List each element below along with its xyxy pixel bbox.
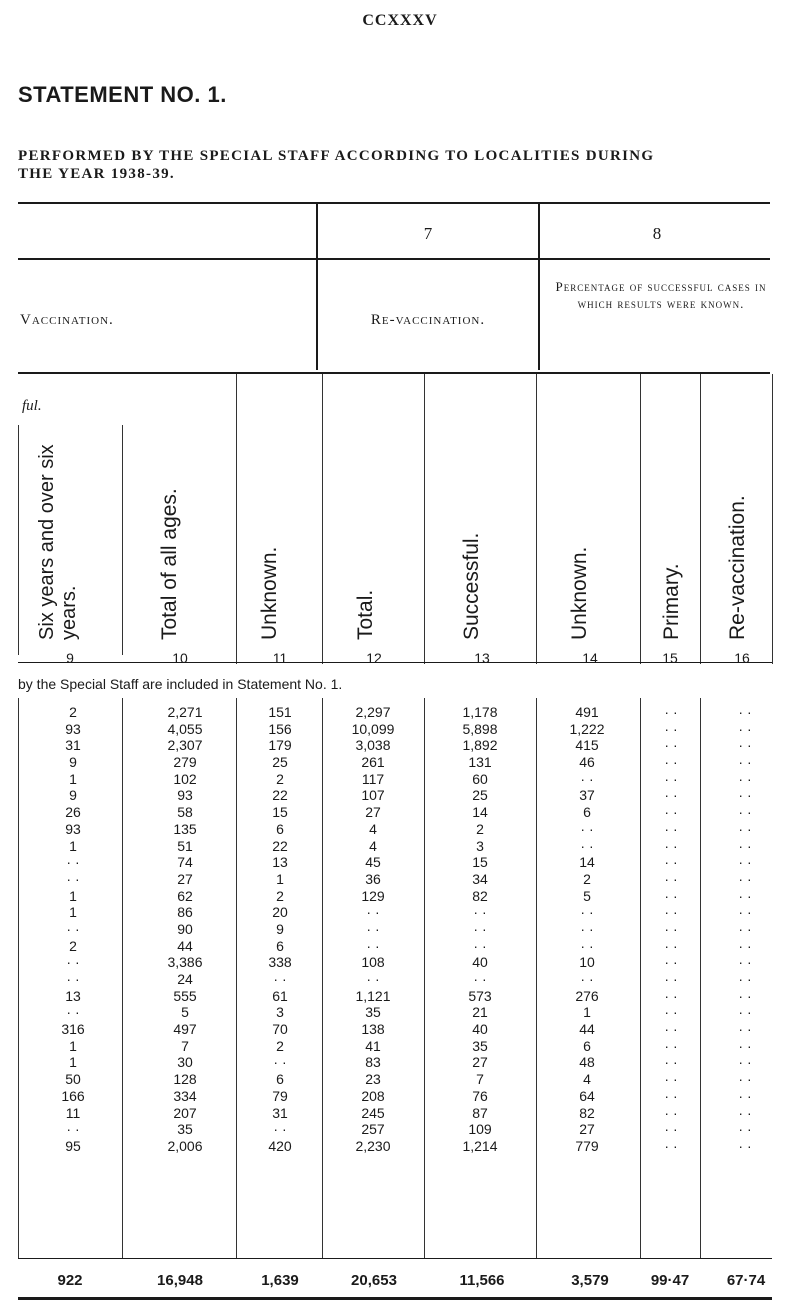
table-cell: 90 (177, 920, 193, 937)
table-cell: · · (664, 971, 678, 987)
table-cell: 31 (65, 737, 81, 754)
table-cell: · · (580, 937, 594, 954)
table-cell: · · (738, 1121, 752, 1138)
col-label-16: Re-vaccination. (726, 495, 749, 640)
table-cell: 208 (361, 1087, 385, 1104)
table-cell: 27 (472, 1054, 488, 1071)
table-cell: · · (273, 1121, 287, 1138)
table-cell: 36 (365, 870, 381, 887)
table-cell: 93 (65, 820, 81, 837)
table-cell: · · (664, 737, 678, 754)
group-number-rule (18, 258, 770, 260)
col-label-15: Primary. (660, 563, 683, 640)
table-cell: 6 (276, 820, 284, 837)
percentage-header: Percentage of successful cases in which results were known. (555, 279, 767, 311)
table-row (0, 871, 800, 888)
table-cell: 25 (272, 754, 288, 771)
totals-rule (18, 1258, 772, 1259)
table-cell: 14 (579, 854, 595, 871)
table-cell: 573 (468, 987, 492, 1004)
col-label-10: Total of all ages. (158, 488, 181, 640)
table-cell: 131 (468, 754, 492, 771)
table-cell: · · (738, 787, 752, 804)
col-divider-13 (536, 374, 537, 664)
table-cell: · · (366, 971, 380, 987)
table-cell: · · (664, 804, 678, 821)
table-cell: · · (738, 1004, 752, 1021)
table-cell: 4 (369, 837, 377, 854)
table-row (0, 1088, 800, 1105)
revaccination-header: Re-vaccination. (370, 312, 486, 328)
group-divider-right (538, 204, 540, 370)
table-cell: 415 (575, 737, 599, 754)
table-cell: 62 (177, 887, 193, 904)
table-cell: · · (580, 770, 594, 787)
table-cell: 151 (268, 704, 292, 720)
table-cell: 61 (272, 987, 288, 1004)
table-cell: 261 (361, 754, 385, 771)
table-cell: 86 (177, 904, 193, 921)
col-num-16: 16 (734, 650, 750, 666)
table-cell: 31 (272, 1104, 288, 1121)
table-cell: 93 (65, 720, 81, 737)
table-cell: 22 (272, 787, 288, 804)
page-number: CCXXXV (362, 12, 438, 29)
total-col-16: 67·74 (726, 1272, 766, 1289)
table-cell: · · (473, 937, 487, 954)
total-col-11: 1,639 (261, 1272, 299, 1289)
table-cell: 129 (361, 887, 385, 904)
table-cell: 779 (575, 1137, 599, 1154)
col-label-11: Unknown. (258, 546, 281, 640)
table-cell: · · (738, 870, 752, 887)
table-cell: · · (273, 971, 287, 987)
table-cell: 13 (272, 854, 288, 871)
group-header-rule (18, 372, 770, 374)
table-cell: 1 (69, 904, 77, 921)
table-cell: · · (664, 887, 678, 904)
table-cell: · · (738, 754, 752, 771)
table-cell: · · (664, 1054, 678, 1071)
col-divider-start (18, 425, 19, 655)
table-cell: · · (738, 1037, 752, 1054)
table-row (0, 904, 800, 921)
statement-title: STATEMENT NO. 1. (18, 82, 227, 107)
table-cell: 5,898 (462, 720, 498, 737)
table-cell: 1 (69, 837, 77, 854)
table-cell: · · (738, 954, 752, 971)
table-cell: 15 (472, 854, 488, 871)
table-cell: 2,230 (355, 1137, 391, 1154)
table-cell: 10 (579, 954, 595, 971)
table-cell: 35 (472, 1037, 488, 1054)
table-cell: 3,386 (167, 954, 203, 971)
table-cell: · · (664, 754, 678, 771)
table-cell: 4 (369, 820, 377, 837)
col-num-12: 12 (366, 650, 382, 666)
table-row (0, 821, 800, 838)
table-cell: 93 (177, 787, 193, 804)
table-cell: · · (738, 920, 752, 937)
table-cell: 2 (583, 870, 591, 887)
table-cell: · · (366, 904, 380, 921)
table-cell: 27 (579, 1121, 595, 1138)
total-col-12: 20,653 (351, 1272, 397, 1289)
col-divider-15 (700, 374, 701, 664)
table-cell: 1 (583, 1004, 591, 1021)
table-cell: 1,222 (569, 720, 605, 737)
table-row (0, 854, 800, 871)
table-cell: 2 (276, 1037, 284, 1054)
table-cell: · · (738, 937, 752, 954)
table-cell: 420 (268, 1137, 292, 1154)
table-cell: 40 (472, 954, 488, 971)
table-cell: 316 (61, 1021, 85, 1038)
table-cell: · · (664, 954, 678, 971)
table-cell: 25 (472, 787, 488, 804)
table-cell: · · (66, 854, 80, 871)
table-cell: 46 (579, 754, 595, 771)
table-cell: 109 (468, 1121, 492, 1138)
table-cell: · · (664, 937, 678, 954)
table-cell: 555 (173, 987, 197, 1004)
table-cell: · · (738, 820, 752, 837)
table-row (0, 1038, 800, 1055)
table-row (0, 771, 800, 788)
table-row (0, 1071, 800, 1088)
table-row (0, 921, 800, 938)
table-cell: 166 (61, 1087, 85, 1104)
table-cell: 48 (579, 1054, 595, 1071)
table-cell: · · (580, 820, 594, 837)
table-cell: · · (66, 920, 80, 937)
table-cell: 7 (476, 1071, 484, 1088)
table-row (0, 1121, 800, 1138)
table-cell: 6 (276, 1071, 284, 1088)
col-divider-14 (640, 374, 641, 664)
table-cell: · · (580, 904, 594, 921)
data-table-body (0, 704, 800, 1155)
table-cell: 5 (583, 887, 591, 904)
table-cell: 37 (579, 787, 595, 804)
table-cell: · · (738, 770, 752, 787)
table-cell: 10,099 (351, 720, 395, 737)
table-cell: 1,892 (462, 737, 498, 754)
table-cell: 51 (177, 837, 193, 854)
table-cell: 27 (365, 804, 381, 821)
bottom-rule (18, 1297, 772, 1300)
table-cell: 108 (361, 954, 385, 971)
table-cell: · · (664, 920, 678, 937)
col-label-9: Six years and over six years. (36, 444, 80, 640)
table-cell: · · (664, 1021, 678, 1038)
table-cell: 82 (472, 887, 488, 904)
statement-subtitle-line1: PERFORMED BY THE SPECIAL STAFF ACCORDING TO LOCALITIES DURING (18, 148, 655, 164)
table-row (0, 938, 800, 955)
table-row (0, 1004, 800, 1021)
table-cell: · · (66, 1004, 80, 1021)
table-cell: 128 (173, 1071, 197, 1088)
col-num-14: 14 (582, 650, 598, 666)
table-cell: 1 (69, 887, 77, 904)
col-divider-9 (122, 425, 123, 655)
table-cell: 3 (276, 1004, 284, 1021)
table-cell: 26 (65, 804, 81, 821)
table-cell: · · (664, 704, 678, 720)
table-cell: 207 (173, 1104, 197, 1121)
table-cell: · · (664, 1137, 678, 1154)
footnote-special-staff: by the Special Staff are included in Statement No. 1. (18, 676, 343, 692)
total-col-14: 3,579 (571, 1272, 609, 1289)
total-col-9: 922 (57, 1272, 83, 1289)
table-cell: · · (738, 904, 752, 921)
group-divider-left (316, 204, 318, 370)
table-cell: · · (664, 1087, 678, 1104)
table-cell: · · (273, 1054, 287, 1071)
col-num-10: 10 (172, 650, 188, 666)
table-cell: 2,271 (167, 704, 203, 720)
table-cell: 2 (276, 887, 284, 904)
table-cell: 4 (583, 1071, 591, 1088)
col-divider-12 (424, 374, 425, 664)
table-cell: 257 (361, 1121, 385, 1138)
table-cell: · · (738, 1137, 752, 1154)
table-cell: 40 (472, 1021, 488, 1038)
table-cell: · · (738, 720, 752, 737)
table-cell: 334 (173, 1087, 197, 1104)
table-cell: 15 (272, 804, 288, 821)
table-cell: 13 (65, 987, 81, 1004)
table-cell: · · (473, 904, 487, 921)
total-col-10: 16,948 (157, 1272, 203, 1289)
table-cell: 50 (65, 1071, 81, 1088)
table-cell: · · (664, 1037, 678, 1054)
top-rule (18, 202, 770, 204)
table-cell: 27 (177, 870, 193, 887)
col-divider-16 (772, 374, 773, 664)
table-cell: 245 (361, 1104, 385, 1121)
table-cell: 102 (173, 770, 197, 787)
table-cell: · · (664, 720, 678, 737)
table-cell: 22 (272, 837, 288, 854)
col-num-11: 11 (272, 650, 288, 666)
table-cell: 156 (268, 720, 292, 737)
col-label-13: Successful. (460, 532, 483, 640)
table-cell: 179 (268, 737, 292, 754)
table-cell: 76 (472, 1087, 488, 1104)
table-cell: · · (580, 971, 594, 987)
table-row (0, 737, 800, 754)
table-cell: 7 (181, 1037, 189, 1054)
table-cell: 1 (276, 870, 284, 887)
table-row (0, 721, 800, 738)
table-cell: 9 (69, 754, 77, 771)
table-cell: · · (664, 854, 678, 871)
table-cell: · · (66, 954, 80, 971)
table-cell: 35 (177, 1121, 193, 1138)
table-cell: 1,121 (355, 987, 391, 1004)
table-cell: · · (664, 770, 678, 787)
table-cell: 2,297 (355, 704, 391, 720)
table-cell: 44 (579, 1021, 595, 1038)
table-cell: · · (738, 971, 752, 987)
table-cell: · · (738, 887, 752, 904)
table-cell: · · (738, 1104, 752, 1121)
table-cell: 2 (69, 704, 77, 720)
table-row (0, 704, 800, 721)
table-row (0, 954, 800, 971)
table-cell: 24 (177, 971, 193, 987)
table-cell: 21 (472, 1004, 488, 1021)
table-cell: 1 (69, 770, 77, 787)
table-cell: · · (664, 870, 678, 887)
table-cell: 279 (173, 754, 197, 771)
table-cell: · · (66, 1121, 80, 1138)
table-cell: 2,307 (167, 737, 203, 754)
col-num-9: 9 (66, 650, 74, 666)
table-cell: 64 (579, 1087, 595, 1104)
table-cell: 23 (365, 1071, 381, 1088)
table-cell: 5 (181, 1004, 189, 1021)
table-cell: · · (366, 920, 380, 937)
col-label-12: Total. (354, 589, 377, 640)
table-cell: · · (473, 971, 487, 987)
table-cell: · · (473, 920, 487, 937)
table-cell: 276 (575, 987, 599, 1004)
col-divider-10 (236, 374, 237, 664)
table-cell: · · (664, 1004, 678, 1021)
table-cell: · · (580, 920, 594, 937)
table-cell: 2,006 (167, 1137, 203, 1154)
table-cell: 1 (69, 1037, 77, 1054)
table-cell: · · (664, 1121, 678, 1138)
table-cell: 3,038 (355, 737, 391, 754)
total-col-13: 11,566 (459, 1272, 505, 1289)
table-cell: 9 (276, 920, 284, 937)
group-number-7: 7 (423, 224, 433, 243)
total-col-15: 99·47 (650, 1272, 690, 1289)
table-cell: 60 (472, 770, 488, 787)
statement-subtitle-line2: THE YEAR 1938-39. (18, 166, 175, 182)
table-cell: 6 (583, 804, 591, 821)
partial-label: ful. (22, 398, 42, 414)
table-row (0, 1054, 800, 1071)
table-cell: 95 (65, 1137, 81, 1154)
table-cell: 30 (177, 1054, 193, 1071)
table-cell: 83 (365, 1054, 381, 1071)
table-cell: 87 (472, 1104, 488, 1121)
table-cell: 9 (69, 787, 77, 804)
table-cell: · · (738, 1087, 752, 1104)
table-cell: 3 (476, 837, 484, 854)
table-cell: · · (66, 971, 80, 987)
table-cell: 138 (361, 1021, 385, 1038)
table-cell: · · (580, 837, 594, 854)
table-row (0, 971, 800, 988)
table-row (0, 754, 800, 771)
table-cell: · · (664, 837, 678, 854)
table-cell: 82 (579, 1104, 595, 1121)
table-cell: · · (738, 837, 752, 854)
table-cell: 107 (361, 787, 385, 804)
table-row (0, 1021, 800, 1038)
vaccination-header: Vaccination. (20, 312, 114, 328)
table-cell: · · (664, 787, 678, 804)
table-cell: 6 (276, 937, 284, 954)
table-cell: · · (738, 987, 752, 1004)
table-cell: · · (738, 1054, 752, 1071)
table-cell: 14 (472, 804, 488, 821)
table-cell: · · (664, 820, 678, 837)
col-divider-11 (322, 374, 323, 664)
table-cell: 135 (173, 820, 197, 837)
col-label-14: Unknown. (568, 546, 591, 640)
table-cell: 6 (583, 1037, 591, 1054)
table-cell: · · (738, 1071, 752, 1088)
table-row (0, 1138, 800, 1155)
table-cell: 41 (365, 1037, 381, 1054)
table-cell: 1,178 (462, 704, 498, 720)
table-cell: 4,055 (167, 720, 203, 737)
table-cell: 79 (272, 1087, 288, 1104)
table-row (0, 988, 800, 1005)
table-cell: · · (738, 804, 752, 821)
table-row (0, 804, 800, 821)
table-cell: 58 (177, 804, 193, 821)
table-cell: · · (664, 987, 678, 1004)
col-num-13: 13 (474, 650, 490, 666)
table-cell: 35 (365, 1004, 381, 1021)
table-cell: · · (664, 904, 678, 921)
table-cell: 20 (272, 904, 288, 921)
table-cell: 2 (69, 937, 77, 954)
table-cell: 44 (177, 937, 193, 954)
table-cell: · · (66, 870, 80, 887)
table-cell: · · (664, 1071, 678, 1088)
table-cell: 1 (69, 1054, 77, 1071)
table-cell: 2 (276, 770, 284, 787)
table-cell: 497 (173, 1021, 197, 1038)
table-cell: 74 (177, 854, 193, 871)
table-cell: · · (738, 1021, 752, 1038)
table-row (0, 838, 800, 855)
table-cell: 117 (361, 770, 385, 787)
table-cell: 2 (476, 820, 484, 837)
table-cell: 45 (365, 854, 381, 871)
table-cell: · · (664, 1104, 678, 1121)
table-cell: · · (738, 704, 752, 720)
table-cell: · · (366, 937, 380, 954)
group-number-8: 8 (652, 224, 662, 243)
table-row (0, 888, 800, 905)
table-row (0, 787, 800, 804)
table-cell: 70 (272, 1021, 288, 1038)
table-row (0, 1105, 800, 1122)
table-cell: 34 (472, 870, 488, 887)
table-cell: · · (738, 737, 752, 754)
table-cell: 1,214 (462, 1137, 498, 1154)
table-cell: · · (738, 854, 752, 871)
table-cell: 11 (65, 1104, 81, 1121)
col-num-15: 15 (662, 650, 678, 666)
table-cell: 338 (268, 954, 292, 971)
table-cell: 491 (575, 704, 599, 720)
